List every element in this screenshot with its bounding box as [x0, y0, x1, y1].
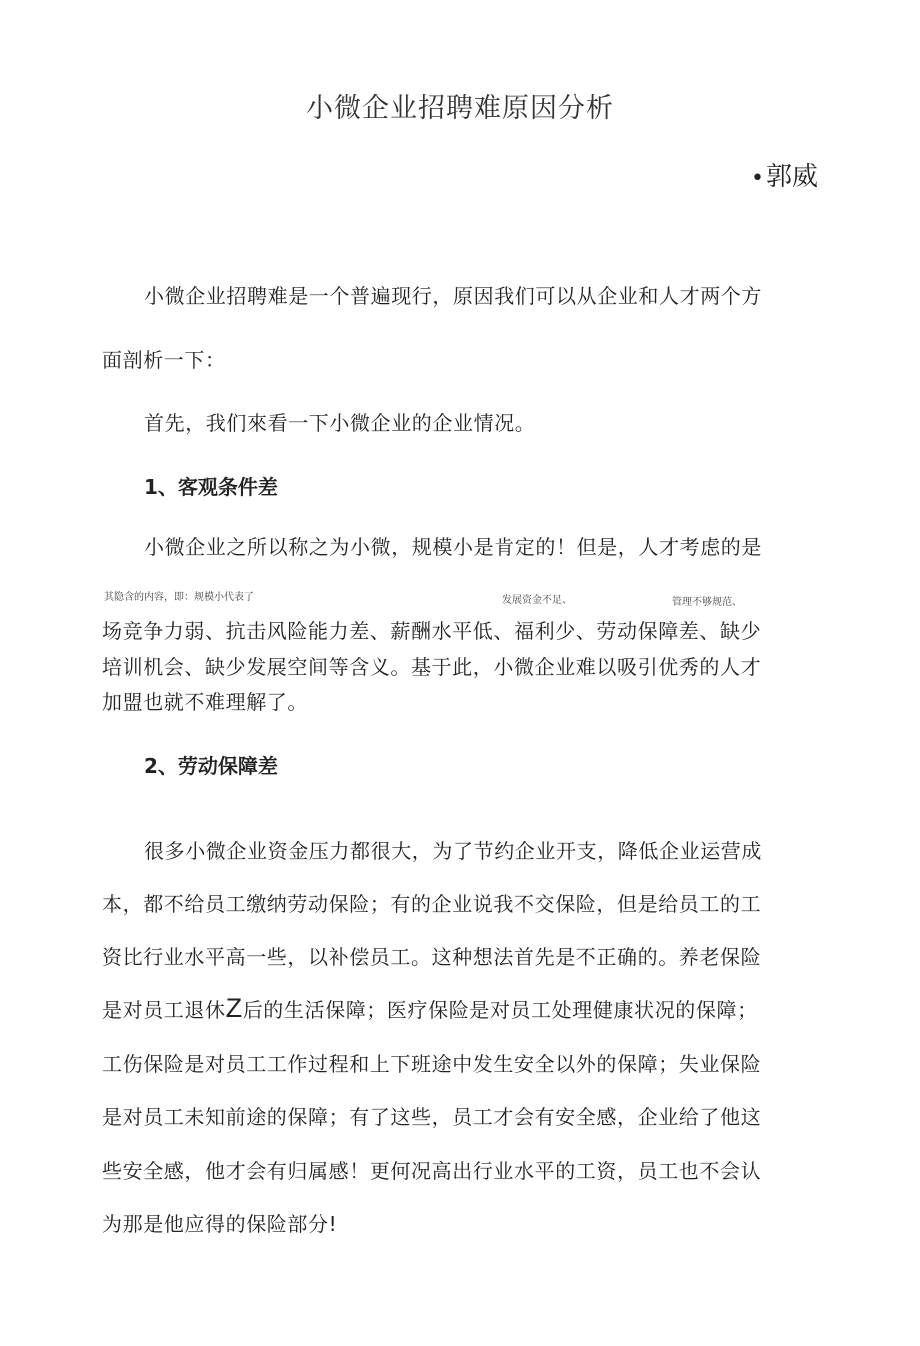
- author-bullet: •: [751, 166, 764, 191]
- section1-note-3: 管理不够规范、: [672, 597, 742, 608]
- section2-line-1: 很多小微企业资金压力都很大，为了节约企业开支，降低企业运营成: [144, 839, 762, 863]
- section1-line-2: 场竞争力弱、抗击风险能力差、薪酬水平低、福利少、劳动保障差、缺少: [102, 619, 762, 643]
- section1-line-3: 培训机会、缺少发展空间等含义。基于此，小微企业难以吸引优秀的人才: [102, 655, 762, 679]
- section2-line-4-pre: 是对员工退休: [102, 998, 226, 1022]
- section2-line-7: 些安全感，他才会有归属感！更何况高出行业水平的工资，员工也不会认: [102, 1159, 762, 1183]
- section1-heading: 1、客观条件差: [144, 475, 278, 499]
- author-line: [751, 156, 818, 193]
- author-name: 郭威: [765, 162, 818, 192]
- section1-line-4: 加盟也就不难理解了。: [102, 690, 308, 714]
- section2-heading: 2、劳动保障差: [144, 754, 278, 778]
- section2-line-3: 资比行业水平高一些，以补偿员工。这种想法首先是不正确的。养老保险: [102, 945, 762, 969]
- document-title: 小微企业招聘难原因分析: [306, 93, 614, 124]
- section2-line-2: 本，都不给员工缴纳劳动保险；有的企业说我不交保险，但是给员工的工: [102, 892, 762, 916]
- section1-note-1: 其隐含的内容，即：规模小代表了: [104, 592, 254, 603]
- section1-note-2: 发展资金不足、: [502, 595, 572, 606]
- section1-line-1: 小微企业之所以称之为小微，规模小是肯定的！但是，人才考虑的是: [144, 535, 762, 559]
- section2-line-6: 是对员工未知前途的保障；有了这些，员工才会有安全感，企业给了他这: [102, 1105, 762, 1129]
- section2-line-4-z: Z: [225, 993, 243, 1023]
- section2-line-5: 工伤保险是对员工工作过程和上下班途中发生安全以外的保障；失业保险: [102, 1052, 762, 1076]
- intro-line-2: 面剖析一下：: [102, 348, 226, 372]
- intro-line-1: 小微企业招聘难是一个普遍现行，原因我们可以从企业和人才两个方: [144, 284, 762, 308]
- section2-line-4-post: 后的生活保障；医疗保险是对员工处理健康状况的保障；: [242, 998, 758, 1022]
- first-paragraph: 首先，我们來看一下小微企业的企业情况。: [144, 411, 536, 435]
- section2-line-8: 为那是他应得的保险部分!: [102, 1212, 338, 1236]
- section2-line-4: [102, 994, 758, 1023]
